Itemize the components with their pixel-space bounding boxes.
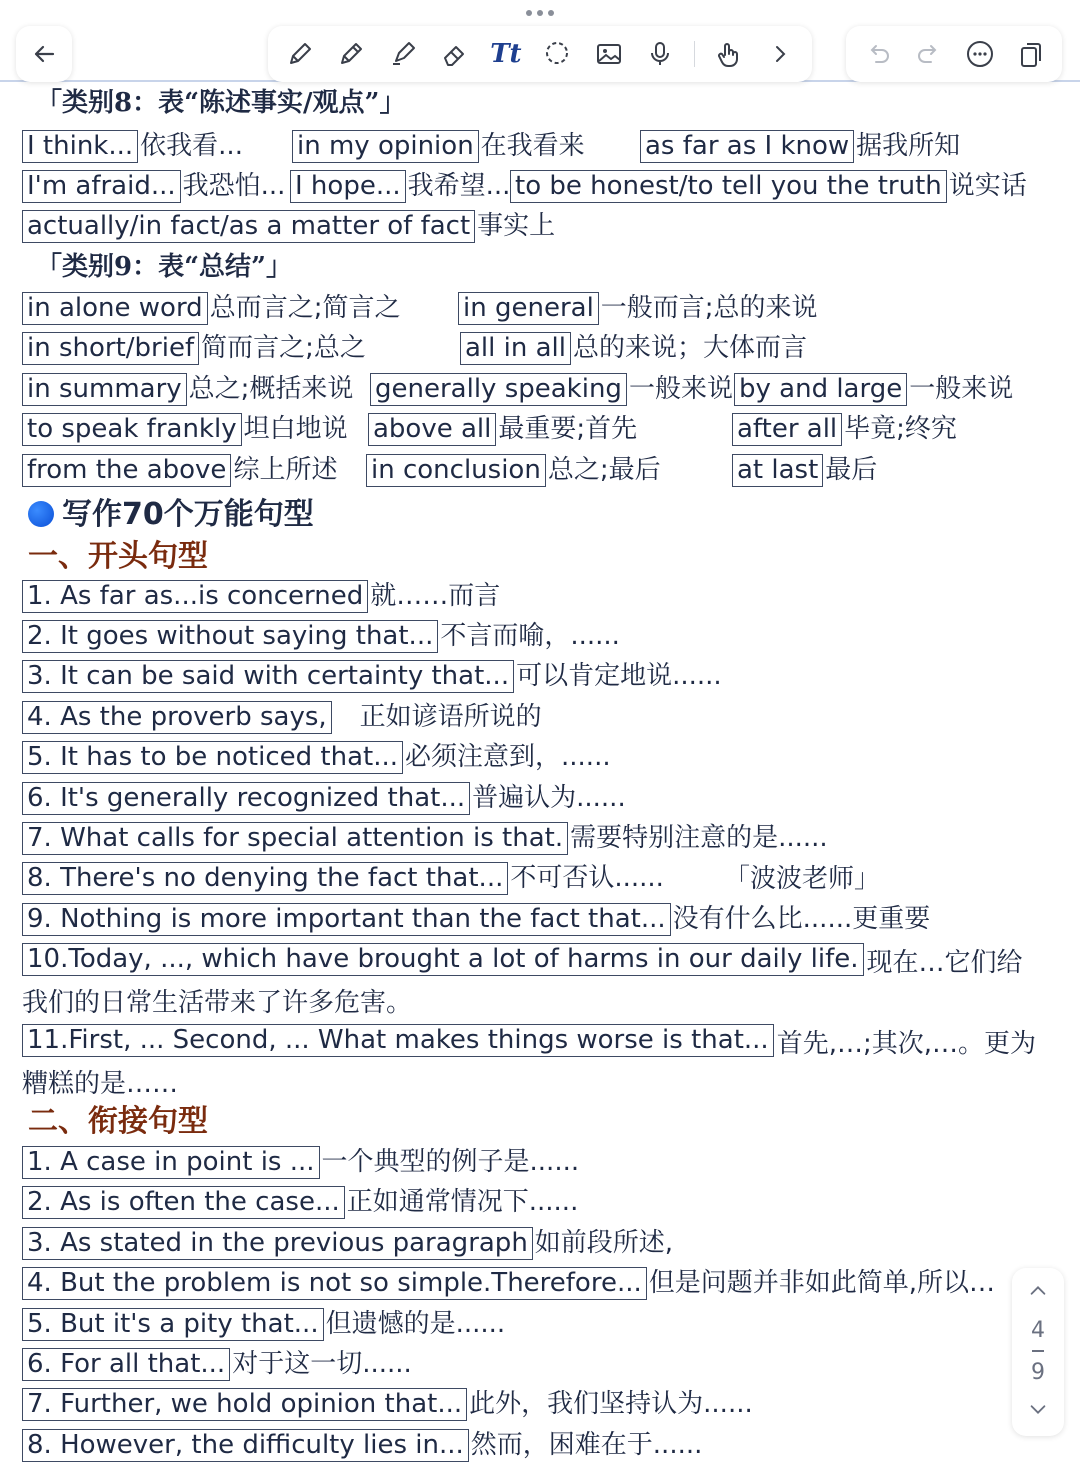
blue-dot-icon [28, 501, 54, 527]
sentence-en: 3. As stated in the previous paragraph [22, 1227, 533, 1260]
phrase-en: by and large [734, 373, 907, 406]
current-page-number: 4 [1031, 1318, 1045, 1343]
sentence-cn: 就……而言 [370, 581, 501, 611]
phrase-cn: 毕竟;终究 [844, 414, 957, 444]
phrase-item [22, 292, 400, 326]
phrase-cn: 一般来说 [909, 374, 1014, 404]
sentence-cn: 但是问题并非如此简单,所以… [648, 1268, 996, 1298]
phrase-en: in my opinion [292, 130, 479, 163]
phrase-en: I hope... [290, 170, 406, 203]
main-heading [28, 496, 314, 534]
sentence-cn: 不言而喻，...... [440, 621, 620, 651]
highlighter-icon[interactable] [385, 36, 421, 72]
phrase-item [292, 130, 585, 164]
page-number-divider [1032, 1350, 1044, 1352]
sentence-item [22, 580, 500, 614]
sentence-item [22, 1429, 703, 1460]
phrase-cn: 简而言之;总之 [201, 333, 366, 363]
sentence-item [22, 1146, 579, 1180]
phrase-cn: 总之;最后 [547, 455, 661, 485]
lasso-icon[interactable] [539, 36, 575, 72]
phrase-cn: 在我看来 [480, 131, 585, 161]
total-pages-number: 9 [1031, 1359, 1045, 1385]
sentence-item [22, 903, 930, 937]
more-tools-chevron-icon[interactable] [762, 36, 798, 72]
document-actions-toolbar [846, 26, 1062, 82]
phrase-item [460, 332, 807, 366]
sentence-cn: 首先,…;其次,…。更为糟糕的是…… [22, 1029, 1036, 1099]
sentence-cn: 必须注意到，...... [405, 742, 611, 772]
sentence-en: 2. It goes without saying that... [22, 620, 438, 653]
sentence-en: 4. As the proverb says, [22, 701, 332, 734]
section1-heading: 一、开头句型 [28, 539, 208, 574]
phrase-item [734, 373, 1013, 407]
phrase-en: above all [368, 413, 496, 446]
sentence-cn: 可以肯定地说...... [516, 661, 722, 691]
phrase-en: I think... [22, 130, 138, 163]
sentence-cn: 正如通常情况下...... [346, 1187, 579, 1217]
phrase-en: in summary [22, 373, 187, 406]
category8-heading: 「类别8：表“陈述事实/观点”」 [36, 88, 406, 118]
back-arrow-icon[interactable] [26, 36, 62, 72]
phrase-en: in alone word [22, 292, 208, 325]
sentence-en: 6. For all that... [22, 1348, 230, 1381]
sentence-item [22, 1308, 505, 1342]
phrase-cn: 综上所述 [233, 455, 338, 485]
toolbar-separator [694, 41, 695, 67]
phrase-cn: 我恐怕... [182, 171, 286, 201]
sentence-item [22, 1024, 1042, 1104]
phrase-item [22, 332, 366, 366]
pages-icon[interactable] [1013, 36, 1049, 72]
sentence-cn: 不可否认...... [510, 863, 664, 893]
sentence-item [22, 822, 828, 856]
sentence-item [22, 1227, 673, 1261]
section2-heading: 二、衔接句型 [28, 1104, 208, 1139]
back-toolbar [16, 26, 72, 82]
main-heading-text: 写作70个万能句型 [62, 497, 314, 532]
sentence-en: 5. It has to be noticed that... [22, 741, 403, 774]
pen-icon[interactable] [282, 36, 318, 72]
more-options-icon[interactable] [962, 36, 998, 72]
sentence-en: 5. But it's a pity that... [22, 1308, 324, 1341]
sentence-item [22, 1388, 753, 1422]
phrase-item [458, 292, 818, 326]
phrase-en: all in all [460, 332, 571, 365]
phrase-cn: 据我所知 [856, 131, 961, 161]
phrase-item [640, 130, 960, 164]
sentence-en: 9. Nothing is more important than the fact that... [22, 903, 671, 936]
sentence-en: 8. There's no denying the fact that... [22, 862, 508, 895]
sentence-item [22, 660, 722, 694]
sentence-en: 4. But the problem is not so simple.Therefore... [22, 1267, 647, 1300]
phrase-en: in short/brief [22, 332, 199, 365]
sentence-item [22, 943, 1042, 1023]
sentence-cn: 现在…它们给我们的日常生活带来了许多危害。 [22, 948, 1023, 1018]
phrase-item [366, 454, 661, 488]
sentence-cn: 没有什么比......更重要 [672, 904, 931, 934]
touch-icon[interactable] [711, 36, 747, 72]
category9-heading: 「类别9：表“总结”」 [36, 252, 293, 282]
sentence-cn: 对于这一切...... [232, 1349, 412, 1379]
sentence-en: 7. Further, we hold opinion that... [22, 1388, 467, 1421]
sentence-en: 10.Today, ..., which have brought a lot of harms in our daily life. [22, 943, 864, 976]
sentence-item [22, 862, 664, 896]
drawing-tools-toolbar [268, 26, 812, 82]
phrase-en: to be honest/to tell you the truth [510, 170, 947, 203]
text-tool-glyph: Tt [490, 39, 522, 69]
phrase-en: from the above [22, 454, 231, 487]
page-navigator [1012, 1268, 1064, 1436]
phrase-item [290, 170, 510, 204]
phrase-item [22, 170, 285, 204]
phrase-en: I'm afraid... [22, 170, 181, 203]
drag-handle[interactable] [524, 10, 556, 20]
phrase-cn: 总之;概括来说 [188, 374, 354, 404]
sentence-item [22, 1267, 995, 1301]
phrase-item [510, 170, 1027, 204]
phrase-item [732, 454, 877, 488]
sentence-cn: 一个典型的例子是...... [321, 1147, 580, 1177]
pencil-icon[interactable] [333, 36, 369, 72]
phrase-item [22, 210, 555, 244]
previous-page-chevron-up-icon[interactable] [1023, 1276, 1053, 1306]
phrase-item [370, 373, 733, 407]
phrase-en: to speak frankly [22, 413, 242, 446]
sentence-cn: 普遍认为...... [472, 783, 626, 813]
sentence-cn: 此外，我们坚持认为...... [469, 1389, 753, 1419]
phrase-cn: 我希望... [407, 171, 511, 201]
sentence-item [22, 620, 620, 654]
sentence-item [22, 741, 611, 775]
sentence-en: 8. However, the difficulty lies in... [22, 1429, 469, 1462]
phrase-cn: 总的来说；大体而言 [573, 333, 808, 363]
redo-icon[interactable] [911, 36, 947, 72]
phrase-cn: 事实上 [477, 211, 556, 241]
phrase-cn: 最后 [825, 455, 878, 485]
sentence-en: 2. As is often the case... [22, 1186, 345, 1219]
phrase-item [22, 373, 353, 407]
phrase-en: actually/in fact/as a matter of fact [22, 210, 475, 243]
phrase-cn: 一般来说 [628, 374, 733, 404]
sentence-item [22, 782, 626, 816]
phrase-en: generally speaking [370, 373, 627, 406]
phrase-en: in conclusion [366, 454, 546, 487]
phrase-item [22, 130, 243, 164]
phrase-cn: 一般而言;总的来说 [600, 293, 818, 323]
sentence-item [22, 701, 542, 735]
sentence-cn: 然而，困难在于...... [470, 1430, 703, 1460]
undo-icon[interactable] [860, 36, 896, 72]
phrase-cn: 总而言之;简言之 [209, 293, 401, 323]
phrase-cn: 说实话 [948, 171, 1027, 201]
sentence-item [22, 1186, 578, 1220]
phrase-item [22, 454, 337, 488]
phrase-item [22, 413, 348, 447]
phrase-cn: 依我看... [140, 131, 243, 161]
phrase-item [732, 413, 957, 447]
phrase-cn: 坦白地说 [243, 414, 348, 444]
sentence-cn: 如前段所述, [534, 1228, 674, 1258]
sentence-en: 1. A case in point is ... [22, 1146, 320, 1179]
phrase-en: after all [732, 413, 842, 446]
sentence-en: 3. It can be said with certainty that... [22, 660, 514, 693]
sentence-cn: 但遗憾的是...... [325, 1309, 506, 1339]
sentence-en: 7. What calls for special attention is that. [22, 822, 568, 855]
image-icon[interactable] [591, 36, 627, 72]
next-page-chevron-down-icon[interactable] [1023, 1394, 1053, 1424]
microphone-icon[interactable] [642, 36, 678, 72]
sentence-cn: 正如谚语所说的 [333, 702, 542, 732]
eraser-icon[interactable] [436, 36, 472, 72]
watermark-label: 「波波老师」 [724, 864, 881, 894]
sentence-en: 11.First, ... Second, ... What makes things worse is that... [22, 1024, 774, 1057]
sentence-en: 1. As far as...is concerned [22, 580, 368, 613]
phrase-item [368, 413, 637, 447]
sentence-item [22, 1348, 412, 1382]
phrase-cn: 最重要;首先 [498, 414, 638, 444]
phrase-en: as far as I know [640, 130, 854, 163]
phrase-en: in general [458, 292, 599, 325]
text-tool-icon[interactable] [488, 36, 524, 72]
sentence-cn: 需要特别注意的是...... [570, 823, 828, 853]
sentence-en: 6. It's generally recognized that... [22, 782, 470, 815]
phrase-en: at last [732, 454, 823, 487]
